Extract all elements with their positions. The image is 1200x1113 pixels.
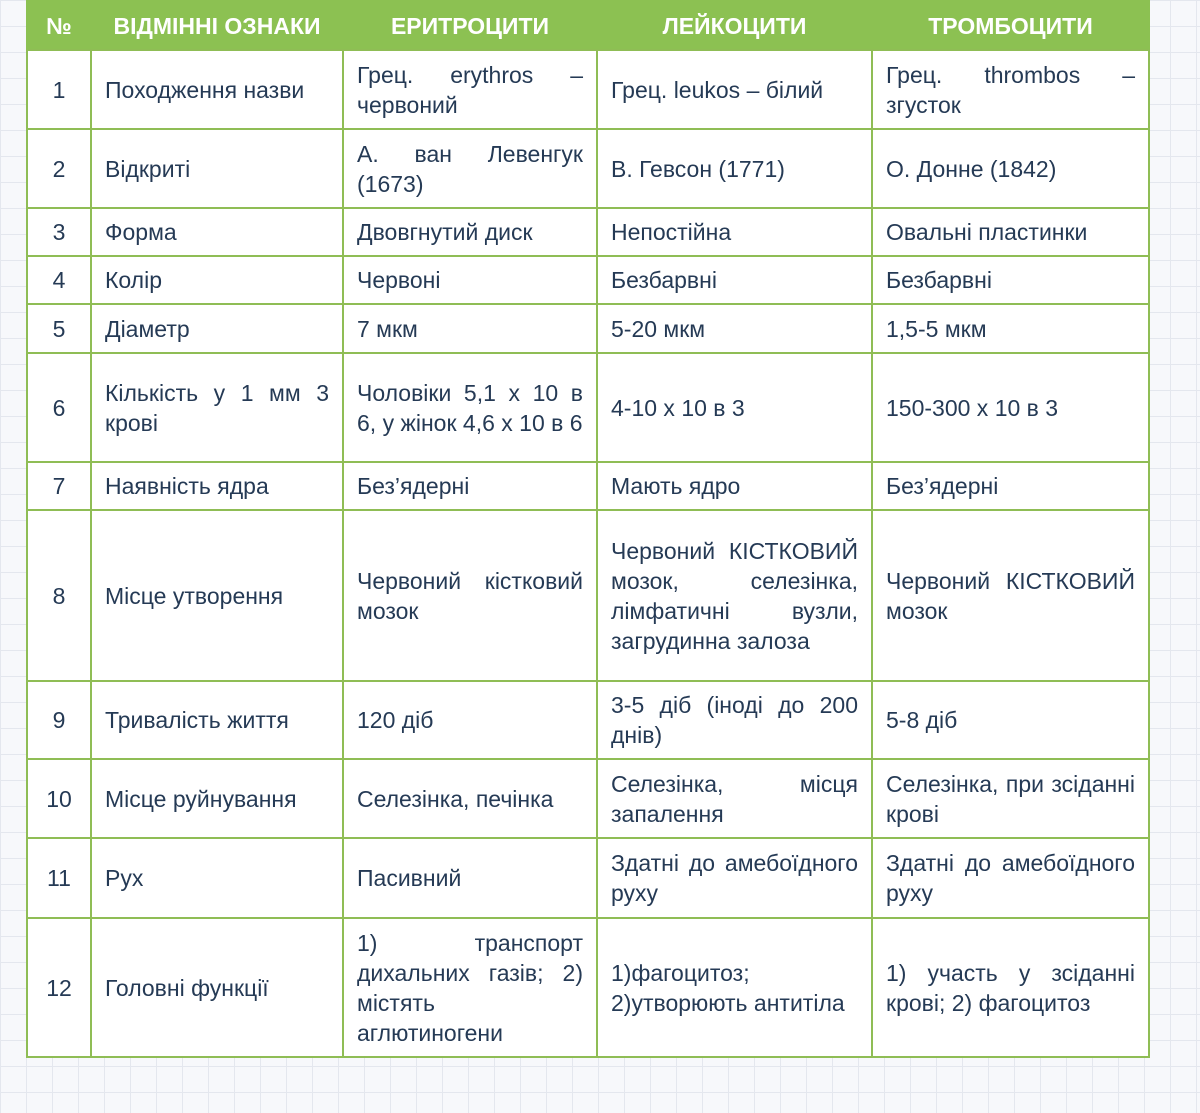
thrombocytes-cell: Безбарвні (872, 256, 1149, 304)
thrombocytes-cell: Селезінка, при зсіданні крові (872, 759, 1149, 838)
header-features: ВІДМІННІ ОЗНАКИ (91, 1, 343, 50)
row-number: 6 (27, 353, 91, 462)
row-number: 12 (27, 918, 91, 1057)
erythrocytes-cell: Грец. erythros – червоний (343, 50, 597, 129)
erythrocytes-cell: 1) транспорт дихальних газів; 2) містять аглютиногени (343, 918, 597, 1057)
header-erythrocytes: ЕРИТРОЦИТИ (343, 1, 597, 50)
leukocytes-cell: Безбарвні (597, 256, 872, 304)
feature-cell: Наявність ядра (91, 462, 343, 510)
leukocytes-cell: 4-10 х 10 в 3 (597, 353, 872, 462)
table-row (27, 353, 1149, 462)
erythrocytes-cell: 120 діб (343, 681, 597, 759)
leukocytes-cell: В. Гевсон (1771) (597, 129, 872, 208)
table-row (27, 129, 1149, 208)
leukocytes-cell: Селезінка, місця запалення (597, 759, 872, 838)
erythrocytes-cell: А. ван Левенгук (1673) (343, 129, 597, 208)
leukocytes-cell: 5-20 мкм (597, 304, 872, 353)
table-row (27, 50, 1149, 129)
feature-cell: Рух (91, 838, 343, 918)
leukocytes-cell: 3-5 діб (іноді до 200 днів) (597, 681, 872, 759)
row-number: 11 (27, 838, 91, 918)
leukocytes-cell: Грец. leukos – білий (597, 50, 872, 129)
header-leukocytes: ЛЕЙКОЦИТИ (597, 1, 872, 50)
leukocytes-cell: Непостійна (597, 208, 872, 256)
leukocytes-cell: Червоний КІСТКОВИЙ мозок, селезінка, лімфатичні вузли, загрудинна залоза (597, 510, 872, 681)
table-row (27, 759, 1149, 838)
leukocytes-cell: Здатні до амебоїдного руху (597, 838, 872, 918)
thrombocytes-cell: Здатні до амебоїдного руху (872, 838, 1149, 918)
row-number: 7 (27, 462, 91, 510)
erythrocytes-cell: Червоні (343, 256, 597, 304)
table-row (27, 256, 1149, 304)
erythrocytes-cell: Двовгнутий диск (343, 208, 597, 256)
thrombocytes-cell: Без’ядерні (872, 462, 1149, 510)
table-row (27, 918, 1149, 1057)
feature-cell: Походження назви (91, 50, 343, 129)
table-header-row (27, 1, 1149, 50)
erythrocytes-cell: Пасивний (343, 838, 597, 918)
leukocytes-cell: Мають ядро (597, 462, 872, 510)
table-row (27, 208, 1149, 256)
table-container (26, 0, 1148, 1058)
blood-cells-comparison-table (26, 0, 1150, 1058)
table-row (27, 510, 1149, 681)
thrombocytes-cell: 150-300 х 10 в 3 (872, 353, 1149, 462)
thrombocytes-cell: 5-8 діб (872, 681, 1149, 759)
erythrocytes-cell: 7 мкм (343, 304, 597, 353)
row-number: 5 (27, 304, 91, 353)
thrombocytes-cell: Грец. thrombos – згусток (872, 50, 1149, 129)
table-row (27, 304, 1149, 353)
erythrocytes-cell: Селезінка, печінка (343, 759, 597, 838)
leukocytes-cell: 1)фагоцитоз; 2)утворюють антитіла (597, 918, 872, 1057)
thrombocytes-cell: О. Донне (1842) (872, 129, 1149, 208)
header-thrombocytes: ТРОМБОЦИТИ (872, 1, 1149, 50)
thrombocytes-cell: Овальні пластинки (872, 208, 1149, 256)
row-number: 9 (27, 681, 91, 759)
row-number: 4 (27, 256, 91, 304)
row-number: 10 (27, 759, 91, 838)
feature-cell: Місце утворення (91, 510, 343, 681)
table-row (27, 462, 1149, 510)
feature-cell: Форма (91, 208, 343, 256)
row-number: 1 (27, 50, 91, 129)
row-number: 3 (27, 208, 91, 256)
feature-cell: Відкриті (91, 129, 343, 208)
feature-cell: Кількість у 1 мм 3 крові (91, 353, 343, 462)
feature-cell: Місце руйнування (91, 759, 343, 838)
thrombocytes-cell: 1) участь у зсіданні крові; 2) фагоцитоз (872, 918, 1149, 1057)
feature-cell: Головні функції (91, 918, 343, 1057)
thrombocytes-cell: Червоний КІСТКОВИЙ мозок (872, 510, 1149, 681)
thrombocytes-cell: 1,5-5 мкм (872, 304, 1149, 353)
header-number: № (27, 1, 91, 50)
table-row (27, 838, 1149, 918)
erythrocytes-cell: Червоний кістковий мозок (343, 510, 597, 681)
table-row (27, 681, 1149, 759)
feature-cell: Тривалість життя (91, 681, 343, 759)
erythrocytes-cell: Чоловіки 5,1 х 10 в 6, у жінок 4,6 х 10 в 6 (343, 353, 597, 462)
feature-cell: Діаметр (91, 304, 343, 353)
row-number: 8 (27, 510, 91, 681)
row-number: 2 (27, 129, 91, 208)
feature-cell: Колір (91, 256, 343, 304)
erythrocytes-cell: Без’ядерні (343, 462, 597, 510)
